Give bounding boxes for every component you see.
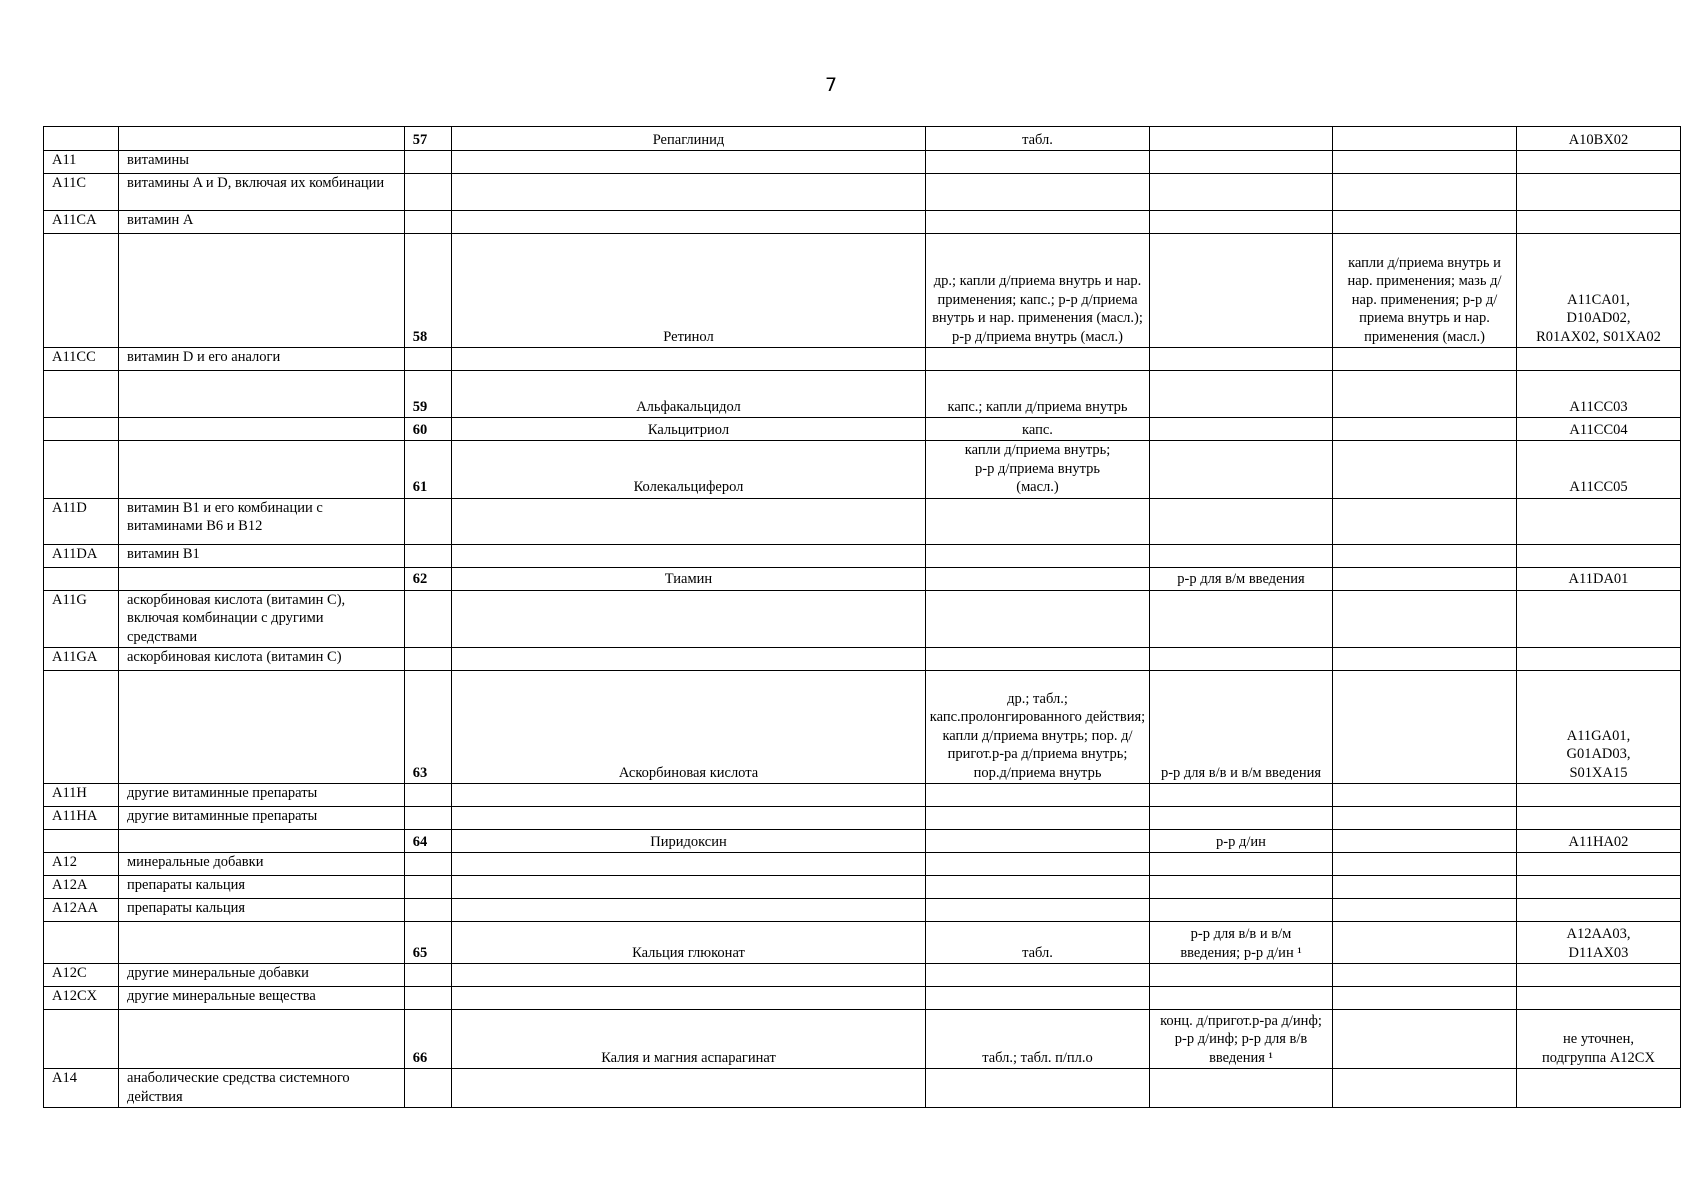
injection-form-cell <box>1150 1069 1333 1108</box>
item-number-cell <box>405 876 452 899</box>
item-number-cell: 66 <box>405 1010 452 1069</box>
group-name-cell: аскорбиновая кислота (витамин C), включая комбинации с другими средствами <box>119 590 405 648</box>
table-row <box>44 784 1681 807</box>
form-cell <box>926 784 1150 807</box>
form-cell <box>926 899 1150 922</box>
other-form-cell <box>1333 964 1517 987</box>
item-number-cell <box>405 784 452 807</box>
item-number-cell: 63 <box>405 671 452 784</box>
group-name-cell <box>119 1010 405 1069</box>
atc-full-code-cell <box>1517 853 1681 876</box>
drug-name-cell: Пиридоксин <box>452 830 926 853</box>
drug-name-cell <box>452 1069 926 1108</box>
injection-form-cell <box>1150 853 1333 876</box>
injection-form-cell: р-р д/ин <box>1150 830 1333 853</box>
atc-full-code-cell: A11DA01 <box>1517 567 1681 590</box>
form-cell <box>926 807 1150 830</box>
form-cell: табл.; табл. п/пл.о <box>926 1010 1150 1069</box>
item-number-cell: 60 <box>405 418 452 441</box>
atc-full-code-cell: A11CA01, D10AD02, R01AX02, S01XA02 <box>1517 234 1681 348</box>
drug-name-cell <box>452 648 926 671</box>
table-row <box>44 648 1681 671</box>
group-name-cell <box>119 441 405 499</box>
table-row <box>44 174 1681 211</box>
injection-form-cell <box>1150 544 1333 567</box>
injection-form-cell <box>1150 371 1333 418</box>
atc-code-cell <box>44 234 119 348</box>
other-form-cell <box>1333 348 1517 371</box>
injection-form-cell <box>1150 590 1333 648</box>
drug-name-cell <box>452 151 926 174</box>
atc-code-cell: A12 <box>44 853 119 876</box>
drug-name-cell: Ретинол <box>452 234 926 348</box>
item-number-cell: 58 <box>405 234 452 348</box>
item-number-cell <box>405 498 452 544</box>
injection-form-cell <box>1150 876 1333 899</box>
atc-full-code-cell <box>1517 348 1681 371</box>
atc-code-cell: A11CA <box>44 211 119 234</box>
drug-name-cell <box>452 853 926 876</box>
injection-form-cell <box>1150 807 1333 830</box>
form-cell <box>926 876 1150 899</box>
form-cell: др.; табл.; капс.пролонгированного действия; капли д/приема внутрь; пор. д/пригот.р-ра д/приема внутрь; пор.д/приема внутрь <box>926 671 1150 784</box>
group-name-cell: другие витаминные препараты <box>119 784 405 807</box>
table-row <box>44 671 1681 784</box>
item-number-cell <box>405 807 452 830</box>
group-name-cell: минеральные добавки <box>119 853 405 876</box>
form-cell <box>926 1069 1150 1108</box>
atc-code-cell: A14 <box>44 1069 119 1108</box>
other-form-cell <box>1333 151 1517 174</box>
injection-form-cell <box>1150 987 1333 1010</box>
atc-full-code-cell <box>1517 987 1681 1010</box>
other-form-cell <box>1333 418 1517 441</box>
group-name-cell <box>119 567 405 590</box>
other-form-cell <box>1333 1010 1517 1069</box>
group-name-cell: анаболические средства системного действия <box>119 1069 405 1108</box>
drug-name-cell: Альфакальцидол <box>452 371 926 418</box>
group-name-cell <box>119 371 405 418</box>
injection-form-cell <box>1150 418 1333 441</box>
injection-form-cell <box>1150 648 1333 671</box>
form-cell: капс.; капли д/приема внутрь <box>926 371 1150 418</box>
group-name-cell: аскорбиновая кислота (витамин C) <box>119 648 405 671</box>
other-form-cell <box>1333 671 1517 784</box>
group-name-cell: другие минеральные вещества <box>119 987 405 1010</box>
group-name-cell: другие витаминные препараты <box>119 807 405 830</box>
group-name-cell <box>119 234 405 348</box>
form-cell: табл. <box>926 922 1150 964</box>
other-form-cell <box>1333 899 1517 922</box>
drug-name-cell <box>452 987 926 1010</box>
table-row <box>44 151 1681 174</box>
table-row <box>44 876 1681 899</box>
atc-full-code-cell: A12AA03, D11AX03 <box>1517 922 1681 964</box>
atc-code-cell <box>44 671 119 784</box>
item-number-cell <box>405 853 452 876</box>
group-name-cell <box>119 830 405 853</box>
form-cell <box>926 567 1150 590</box>
table-row <box>44 1069 1681 1108</box>
atc-full-code-cell <box>1517 590 1681 648</box>
form-cell <box>926 853 1150 876</box>
drug-name-cell <box>452 964 926 987</box>
injection-form-cell <box>1150 234 1333 348</box>
table-row <box>44 127 1681 151</box>
injection-form-cell <box>1150 964 1333 987</box>
atc-code-cell: A11HA <box>44 807 119 830</box>
atc-full-code-cell <box>1517 1069 1681 1108</box>
group-name-cell <box>119 127 405 151</box>
other-form-cell <box>1333 1069 1517 1108</box>
table-row <box>44 807 1681 830</box>
atc-code-cell <box>44 127 119 151</box>
atc-full-code-cell <box>1517 964 1681 987</box>
atc-full-code-cell: не уточнен, подгруппа A12CX <box>1517 1010 1681 1069</box>
table-row <box>44 853 1681 876</box>
table-row <box>44 830 1681 853</box>
injection-form-cell <box>1150 784 1333 807</box>
table-row <box>44 567 1681 590</box>
other-form-cell <box>1333 807 1517 830</box>
item-number-cell: 57 <box>405 127 452 151</box>
atc-code-cell: A11G <box>44 590 119 648</box>
other-form-cell <box>1333 544 1517 567</box>
drug-name-cell: Тиамин <box>452 567 926 590</box>
atc-code-cell: A12CX <box>44 987 119 1010</box>
item-number-cell: 59 <box>405 371 452 418</box>
form-cell: др.; капли д/приема внутрь и нар. применения; капс.; р-р д/приема внутрь и нар. применения (масл.); р-р д/приема внутрь (масл.) <box>926 234 1150 348</box>
form-cell: капс. <box>926 418 1150 441</box>
table-row <box>44 234 1681 348</box>
atc-full-code-cell <box>1517 899 1681 922</box>
atc-code-cell <box>44 418 119 441</box>
group-name-cell: витамины <box>119 151 405 174</box>
atc-code-cell: A11CC <box>44 348 119 371</box>
group-name-cell <box>119 671 405 784</box>
form-cell: капли д/приема внутрь; р-р д/приема внутрь (масл.) <box>926 441 1150 499</box>
injection-form-cell: р-р для в/в и в/м введения; р-р д/ин ¹ <box>1150 922 1333 964</box>
atc-code-cell: A12A <box>44 876 119 899</box>
atc-full-code-cell <box>1517 648 1681 671</box>
injection-form-cell <box>1150 151 1333 174</box>
atc-code-cell <box>44 830 119 853</box>
table-row <box>44 544 1681 567</box>
form-cell: табл. <box>926 127 1150 151</box>
injection-form-cell <box>1150 348 1333 371</box>
atc-code-cell: A11 <box>44 151 119 174</box>
atc-code-cell: A11D <box>44 498 119 544</box>
injection-form-cell <box>1150 498 1333 544</box>
atc-code-cell: A12C <box>44 964 119 987</box>
page-number: 7 <box>824 74 838 96</box>
other-form-cell <box>1333 987 1517 1010</box>
other-form-cell <box>1333 853 1517 876</box>
item-number-cell <box>405 348 452 371</box>
atc-full-code-cell <box>1517 544 1681 567</box>
table-row <box>44 922 1681 964</box>
form-cell <box>926 498 1150 544</box>
item-number-cell <box>405 987 452 1010</box>
table-row <box>44 498 1681 544</box>
other-form-cell <box>1333 830 1517 853</box>
atc-full-code-cell <box>1517 211 1681 234</box>
atc-full-code-cell <box>1517 876 1681 899</box>
other-form-cell <box>1333 127 1517 151</box>
other-form-cell <box>1333 784 1517 807</box>
form-cell <box>926 151 1150 174</box>
item-number-cell: 64 <box>405 830 452 853</box>
drug-name-cell <box>452 348 926 371</box>
table-row <box>44 899 1681 922</box>
atc-code-cell <box>44 922 119 964</box>
drug-name-cell <box>452 784 926 807</box>
atc-code-cell <box>44 441 119 499</box>
atc-full-code-cell <box>1517 784 1681 807</box>
other-form-cell <box>1333 498 1517 544</box>
form-cell <box>926 590 1150 648</box>
group-name-cell: витамины A и D, включая их комбинации <box>119 174 405 211</box>
table-row <box>44 1010 1681 1069</box>
drug-name-cell <box>452 590 926 648</box>
injection-form-cell <box>1150 174 1333 211</box>
drug-name-cell: Репаглинид <box>452 127 926 151</box>
injection-form-cell: р-р для в/м введения <box>1150 567 1333 590</box>
table-row <box>44 211 1681 234</box>
atc-full-code-cell: A10BX02 <box>1517 127 1681 151</box>
item-number-cell: 62 <box>405 567 452 590</box>
other-form-cell <box>1333 211 1517 234</box>
drug-name-cell <box>452 899 926 922</box>
table-row <box>44 371 1681 418</box>
atc-code-cell <box>44 567 119 590</box>
table-row <box>44 987 1681 1010</box>
injection-form-cell <box>1150 127 1333 151</box>
drug-name-cell: Кальцитриол <box>452 418 926 441</box>
group-name-cell: препараты кальция <box>119 899 405 922</box>
form-cell <box>926 830 1150 853</box>
injection-form-cell <box>1150 899 1333 922</box>
drug-name-cell: Калия и магния аспарагинат <box>452 1010 926 1069</box>
form-cell <box>926 648 1150 671</box>
drug-name-cell <box>452 807 926 830</box>
drug-name-cell <box>452 498 926 544</box>
atc-code-cell <box>44 1010 119 1069</box>
other-form-cell <box>1333 371 1517 418</box>
item-number-cell <box>405 899 452 922</box>
group-name-cell: витамин D и его аналоги <box>119 348 405 371</box>
item-number-cell <box>405 211 452 234</box>
group-name-cell: витамин A <box>119 211 405 234</box>
atc-full-code-cell <box>1517 807 1681 830</box>
item-number-cell <box>405 590 452 648</box>
atc-code-cell: A11H <box>44 784 119 807</box>
atc-full-code-cell: A11CC03 <box>1517 371 1681 418</box>
drug-name-cell <box>452 174 926 211</box>
group-name-cell <box>119 922 405 964</box>
other-form-cell <box>1333 922 1517 964</box>
table-row <box>44 418 1681 441</box>
item-number-cell <box>405 151 452 174</box>
form-cell <box>926 544 1150 567</box>
injection-form-cell <box>1150 441 1333 499</box>
table-row <box>44 964 1681 987</box>
atc-full-code-cell <box>1517 498 1681 544</box>
form-cell <box>926 348 1150 371</box>
item-number-cell <box>405 174 452 211</box>
group-name-cell <box>119 418 405 441</box>
drug-name-cell: Колекальциферол <box>452 441 926 499</box>
item-number-cell <box>405 648 452 671</box>
item-number-cell: 65 <box>405 922 452 964</box>
other-form-cell: капли д/приема внутрь и нар. применения; мазь д/нар. применения; р-р д/приема внутрь и нар. применения (масл.) <box>1333 234 1517 348</box>
form-cell <box>926 964 1150 987</box>
group-name-cell: витамин B1 <box>119 544 405 567</box>
drug-name-cell <box>452 876 926 899</box>
atc-full-code-cell: A11HA02 <box>1517 830 1681 853</box>
other-form-cell <box>1333 876 1517 899</box>
drug-classification-table <box>43 126 1681 1108</box>
group-name-cell: препараты кальция <box>119 876 405 899</box>
atc-full-code-cell: A11CC05 <box>1517 441 1681 499</box>
item-number-cell: 61 <box>405 441 452 499</box>
drug-name-cell: Аскорбиновая кислота <box>452 671 926 784</box>
atc-code-cell: A11GA <box>44 648 119 671</box>
item-number-cell <box>405 544 452 567</box>
injection-form-cell: р-р для в/в и в/м введения <box>1150 671 1333 784</box>
drug-name-cell <box>452 211 926 234</box>
other-form-cell <box>1333 567 1517 590</box>
table-row <box>44 590 1681 648</box>
item-number-cell <box>405 1069 452 1108</box>
drug-name-cell: Кальция глюконат <box>452 922 926 964</box>
atc-code-cell: A11C <box>44 174 119 211</box>
atc-code-cell: A12AA <box>44 899 119 922</box>
atc-code-cell <box>44 371 119 418</box>
atc-code-cell: A11DA <box>44 544 119 567</box>
other-form-cell <box>1333 648 1517 671</box>
form-cell <box>926 987 1150 1010</box>
injection-form-cell: конц. д/пригот.р-ра д/инф; р-р д/инф; р-р для в/в введения ¹ <box>1150 1010 1333 1069</box>
atc-full-code-cell: A11GA01, G01AD03, S01XA15 <box>1517 671 1681 784</box>
item-number-cell <box>405 964 452 987</box>
form-cell <box>926 174 1150 211</box>
other-form-cell <box>1333 590 1517 648</box>
atc-full-code-cell: A11CC04 <box>1517 418 1681 441</box>
injection-form-cell <box>1150 211 1333 234</box>
table-row <box>44 348 1681 371</box>
group-name-cell: другие минеральные добавки <box>119 964 405 987</box>
other-form-cell <box>1333 441 1517 499</box>
drug-name-cell <box>452 544 926 567</box>
table-row <box>44 441 1681 499</box>
other-form-cell <box>1333 174 1517 211</box>
atc-full-code-cell <box>1517 174 1681 211</box>
atc-full-code-cell <box>1517 151 1681 174</box>
group-name-cell: витамин B1 и его комбинации с витаминами B6 и B12 <box>119 498 405 544</box>
form-cell <box>926 211 1150 234</box>
